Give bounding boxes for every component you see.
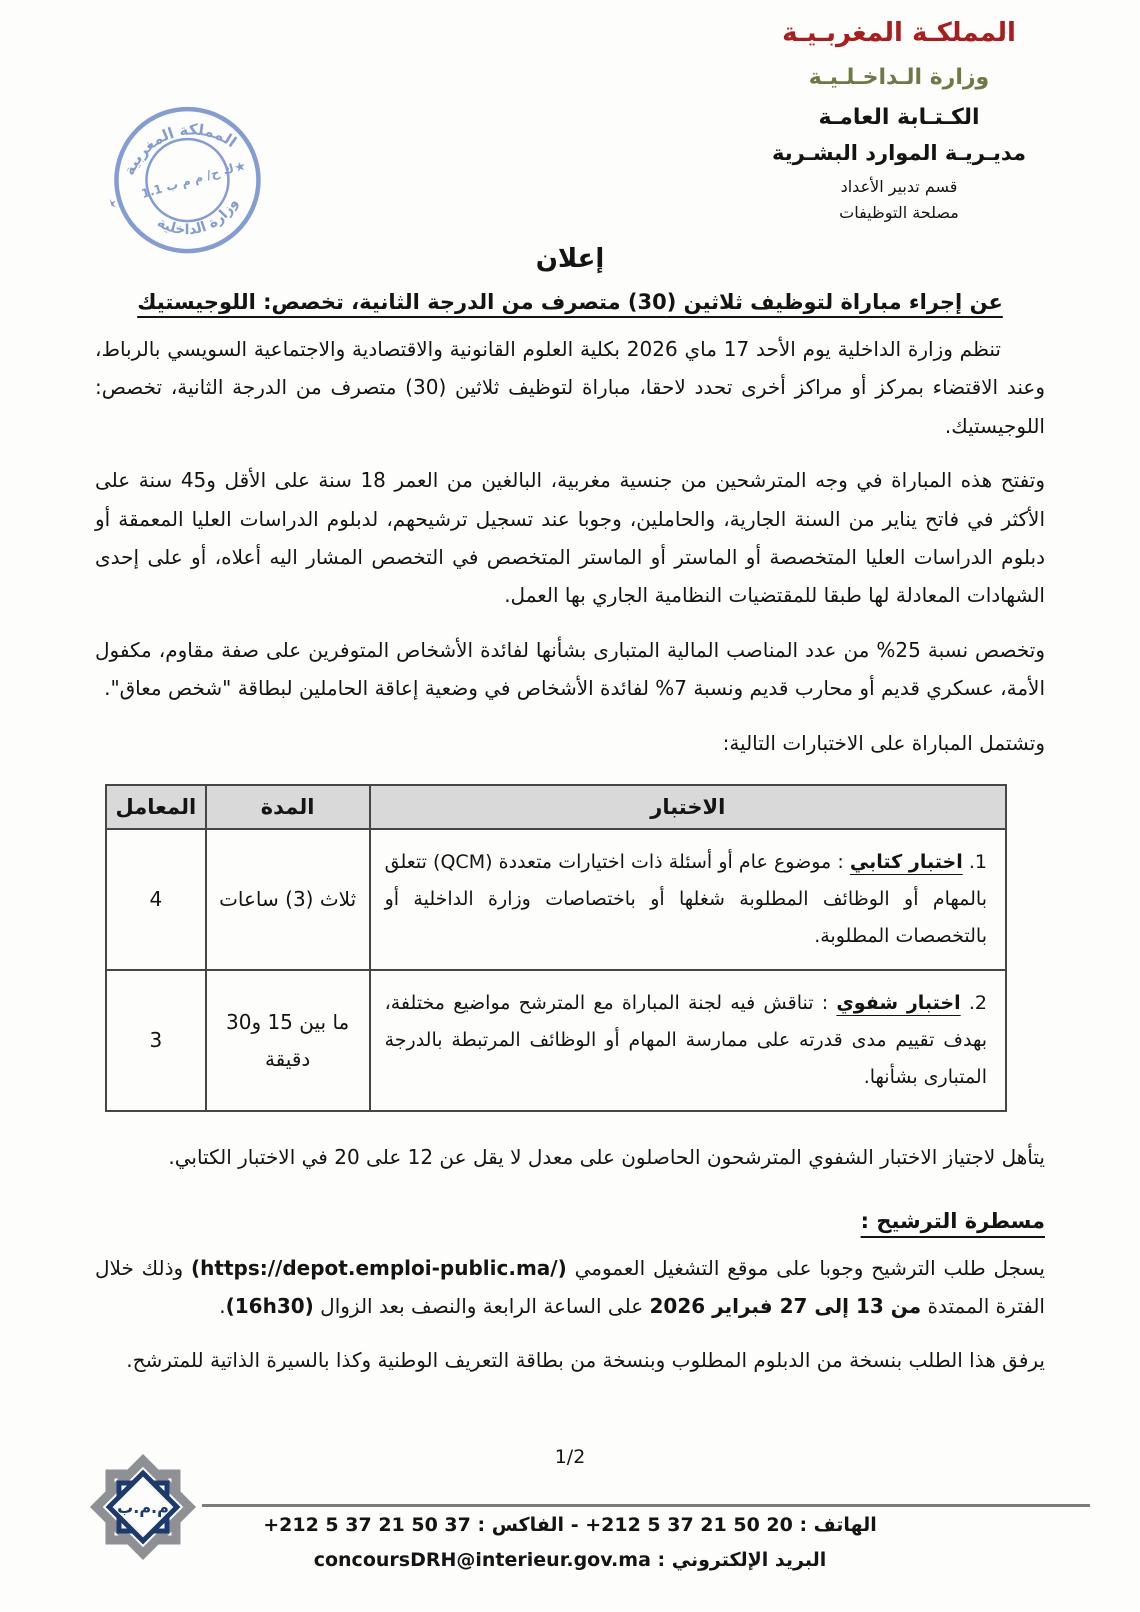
exam-written-cell: 1. اختبار كتابي : موضوع عام أو أسئلة ذات اختيارات متعددة (QCM) تتعلق بالمهام أو الوظائف المطلوبة شغلها أو باختصاصات وزارة الداخلية أو بالتخصصات المطلوبة. — [370, 829, 1006, 970]
registration-dates: من 13 إلى 27 فبراير 2026 — [649, 1293, 922, 1318]
exam-written-duration: ثلاث (3) ساعات — [206, 829, 370, 970]
procedure-heading: مسطرة الترشيح : — [860, 1208, 1045, 1233]
paragraph-threshold: يتأهل لاجتياز الاختبار الشفوي المترشحون الحاصلون على معدل لا يقل عن 12 على 20 في الاختبار الكتابي. — [168, 1145, 1045, 1170]
exam-oral-desc: تناقش فيه لجنة المباراة مع المترشح مواضيع مختلفة، بهدف تقييم مدى قدرته على ممارسة المهام أو الوظائف المرتبطة بالدرجة المتبارى بشأنها. — [384, 992, 987, 1089]
kingdom-title: المملكـة المغربـيـة — [782, 18, 1016, 48]
letterhead — [724, 16, 1074, 224]
paragraph-tests-intro: وتشتمل المباراة على الاختبارات التالية: — [722, 730, 1045, 755]
exam-written-coefficient: 4 — [106, 829, 206, 970]
exam-written-desc: موضوع عام أو أسئلة ذات اختيارات متعددة (QCM) تتعلق بالمهام أو الوظائف المطلوبة شغلها أو باختصاصات وزارة الداخلية أو بالتخصصات المطلوبة. — [384, 850, 987, 947]
service-title: مصلحة التوظيفات — [839, 203, 959, 223]
phone-number: +212 5 37 21 50 20 — [585, 1514, 793, 1536]
registration-deadline-time: (16h30) — [225, 1293, 314, 1318]
exam-oral-coefficient: 3 — [106, 970, 206, 1111]
division-title: قسم تدبير الأعداد — [840, 176, 958, 196]
stamp-center-text: ك ح/ م م ب 1.1 — [139, 161, 236, 201]
fax-number: +212 5 37 21 50 37 — [263, 1514, 471, 1536]
stamp-top-text: المملكة المغربية — [119, 120, 240, 178]
footer-contact-line: الهاتف : +212 5 37 21 50 20 - الفاكس : +212 5 37 21 50 37 — [263, 1514, 877, 1536]
ministry-title: وزارة الـداخـلـيـة — [808, 65, 990, 91]
exam-written-title: اختبار كتابي — [849, 850, 963, 873]
table-row — [106, 970, 1006, 1111]
paragraph-registration: يسجل طلب الترشيح وجوبا على موقع التشغيل العمومي (https://depot.emploi-public.ma/) وذلك خلال الفترة الممتدة من 13 إلى 27 فبراير 2026 على الساعة الرابعة والنصف بعد الزوال (16h30). — [95, 1255, 1045, 1318]
paragraph-organization: تنظم وزارة الداخلية يوم الأحد 17 ماي 2026 بكلية العلوم القانونية والاقتصادية والاجتماعية السويسي بالرباط، وعند الاقتضاء بمركز أو مراكز أخرى تحدد لاحقا، مباراة لتوظيف ثلاثين (30) متصرف من الدرجة الثانية، تخصص: اللوجيستيك. — [95, 337, 1045, 438]
stamp-bottom-text: وزارة الداخلية — [154, 195, 242, 239]
email-address: concoursDRH@interieur.gov.ma — [313, 1549, 651, 1571]
table-header-row — [106, 785, 1006, 829]
exam-oral-title: اختبار شفوي — [836, 992, 961, 1015]
svg-text:وزارة الداخلية — [151, 193, 247, 248]
announcement-subtitle: عن إجراء مباراة لتوظيف ثلاثين (30) متصرف من الدرجة الثانية، تخصص: اللوجيستيك — [137, 290, 1003, 314]
phone-label: الهاتف : — [792, 1514, 877, 1536]
exam-oral-duration: ما بين 15 و30 دقيقة — [206, 970, 370, 1111]
paragraph-eligibility: وتفتح هذه المباراة في وجه المترشحين من جنسية مغربية، البالغين من العمر 18 سنة على الأقل و45 سنة على الأكثر في فاتح يناير من السنة الجارية، والحاملين، وجوبا عند تسجيل ترشيحهم، لدبلوم الدراسات العليا المعمقة أو دبلوم الدراسات العليا المتخصصة أو الماستر أو الماستر المتخصص في التخصص المشار اليه أعلاه، أو على إحدى الشهادات المعادلة لها طبقا للمقتضيات النظامية الجاري بها العمل. — [95, 468, 1046, 608]
fax-label: الفاكس : — [470, 1514, 565, 1536]
exams-table — [105, 784, 1007, 1112]
page-number: 1/2 — [554, 1446, 586, 1468]
announcement-title: إعلان — [535, 244, 605, 274]
directorate-title: مديـريـة الموارد البشـرية — [772, 141, 1026, 166]
paragraph-quota: وتخصص نسبة 25% من عدد المناصب المالية المتبارى بشأنها لفائدة الأشخاص المتوفرين على صفة مقاوم، مكفول الأمة، عسكري قديم أو محارب قديم ونسبة 7% لفائدة الأشخاص في وضعية إعاقة الحاملين لبطاقة "شخص معاق". — [95, 637, 1045, 701]
exam-oral-cell: 2. اختبار شفوي : تناقش فيه لجنة المباراة مع المترشح مواضيع مختلفة، بهدف تقييم مدى قدرته على ممارسة المهام أو الوظائف المرتبطة بالدرجة المتبارى بشأنها. — [370, 970, 1006, 1111]
header-duration: المدة — [206, 785, 370, 829]
paragraph-attachments: يرفق هذا الطلب بنسخة من الدبلوم المطلوب وبنسخة من بطاقة التعريف الوطنية وكذا بالسيرة الذاتية للمترشح. — [126, 1348, 1045, 1373]
footer-email-line — [0, 1549, 1140, 1571]
stamp-star-left-icon: ★ — [103, 195, 120, 214]
table-row — [106, 829, 1006, 970]
exam-number: 1. — [968, 850, 988, 873]
header-exam: الاختبار — [370, 785, 1006, 829]
footer-logo-text: م.م.ب — [117, 1498, 169, 1517]
email-label: البريد الإلكتروني : — [650, 1549, 827, 1571]
stamp-star-right-icon: ★ — [232, 158, 248, 177]
secretariat-title: الكـتـابة العامـة — [818, 104, 980, 130]
footer-divider — [202, 1504, 1090, 1507]
registration-url: (https://depot.emploi-public.ma/) — [191, 1255, 567, 1280]
exam-number: 2. — [968, 992, 987, 1015]
header-coefficient: المعامل — [106, 785, 206, 829]
